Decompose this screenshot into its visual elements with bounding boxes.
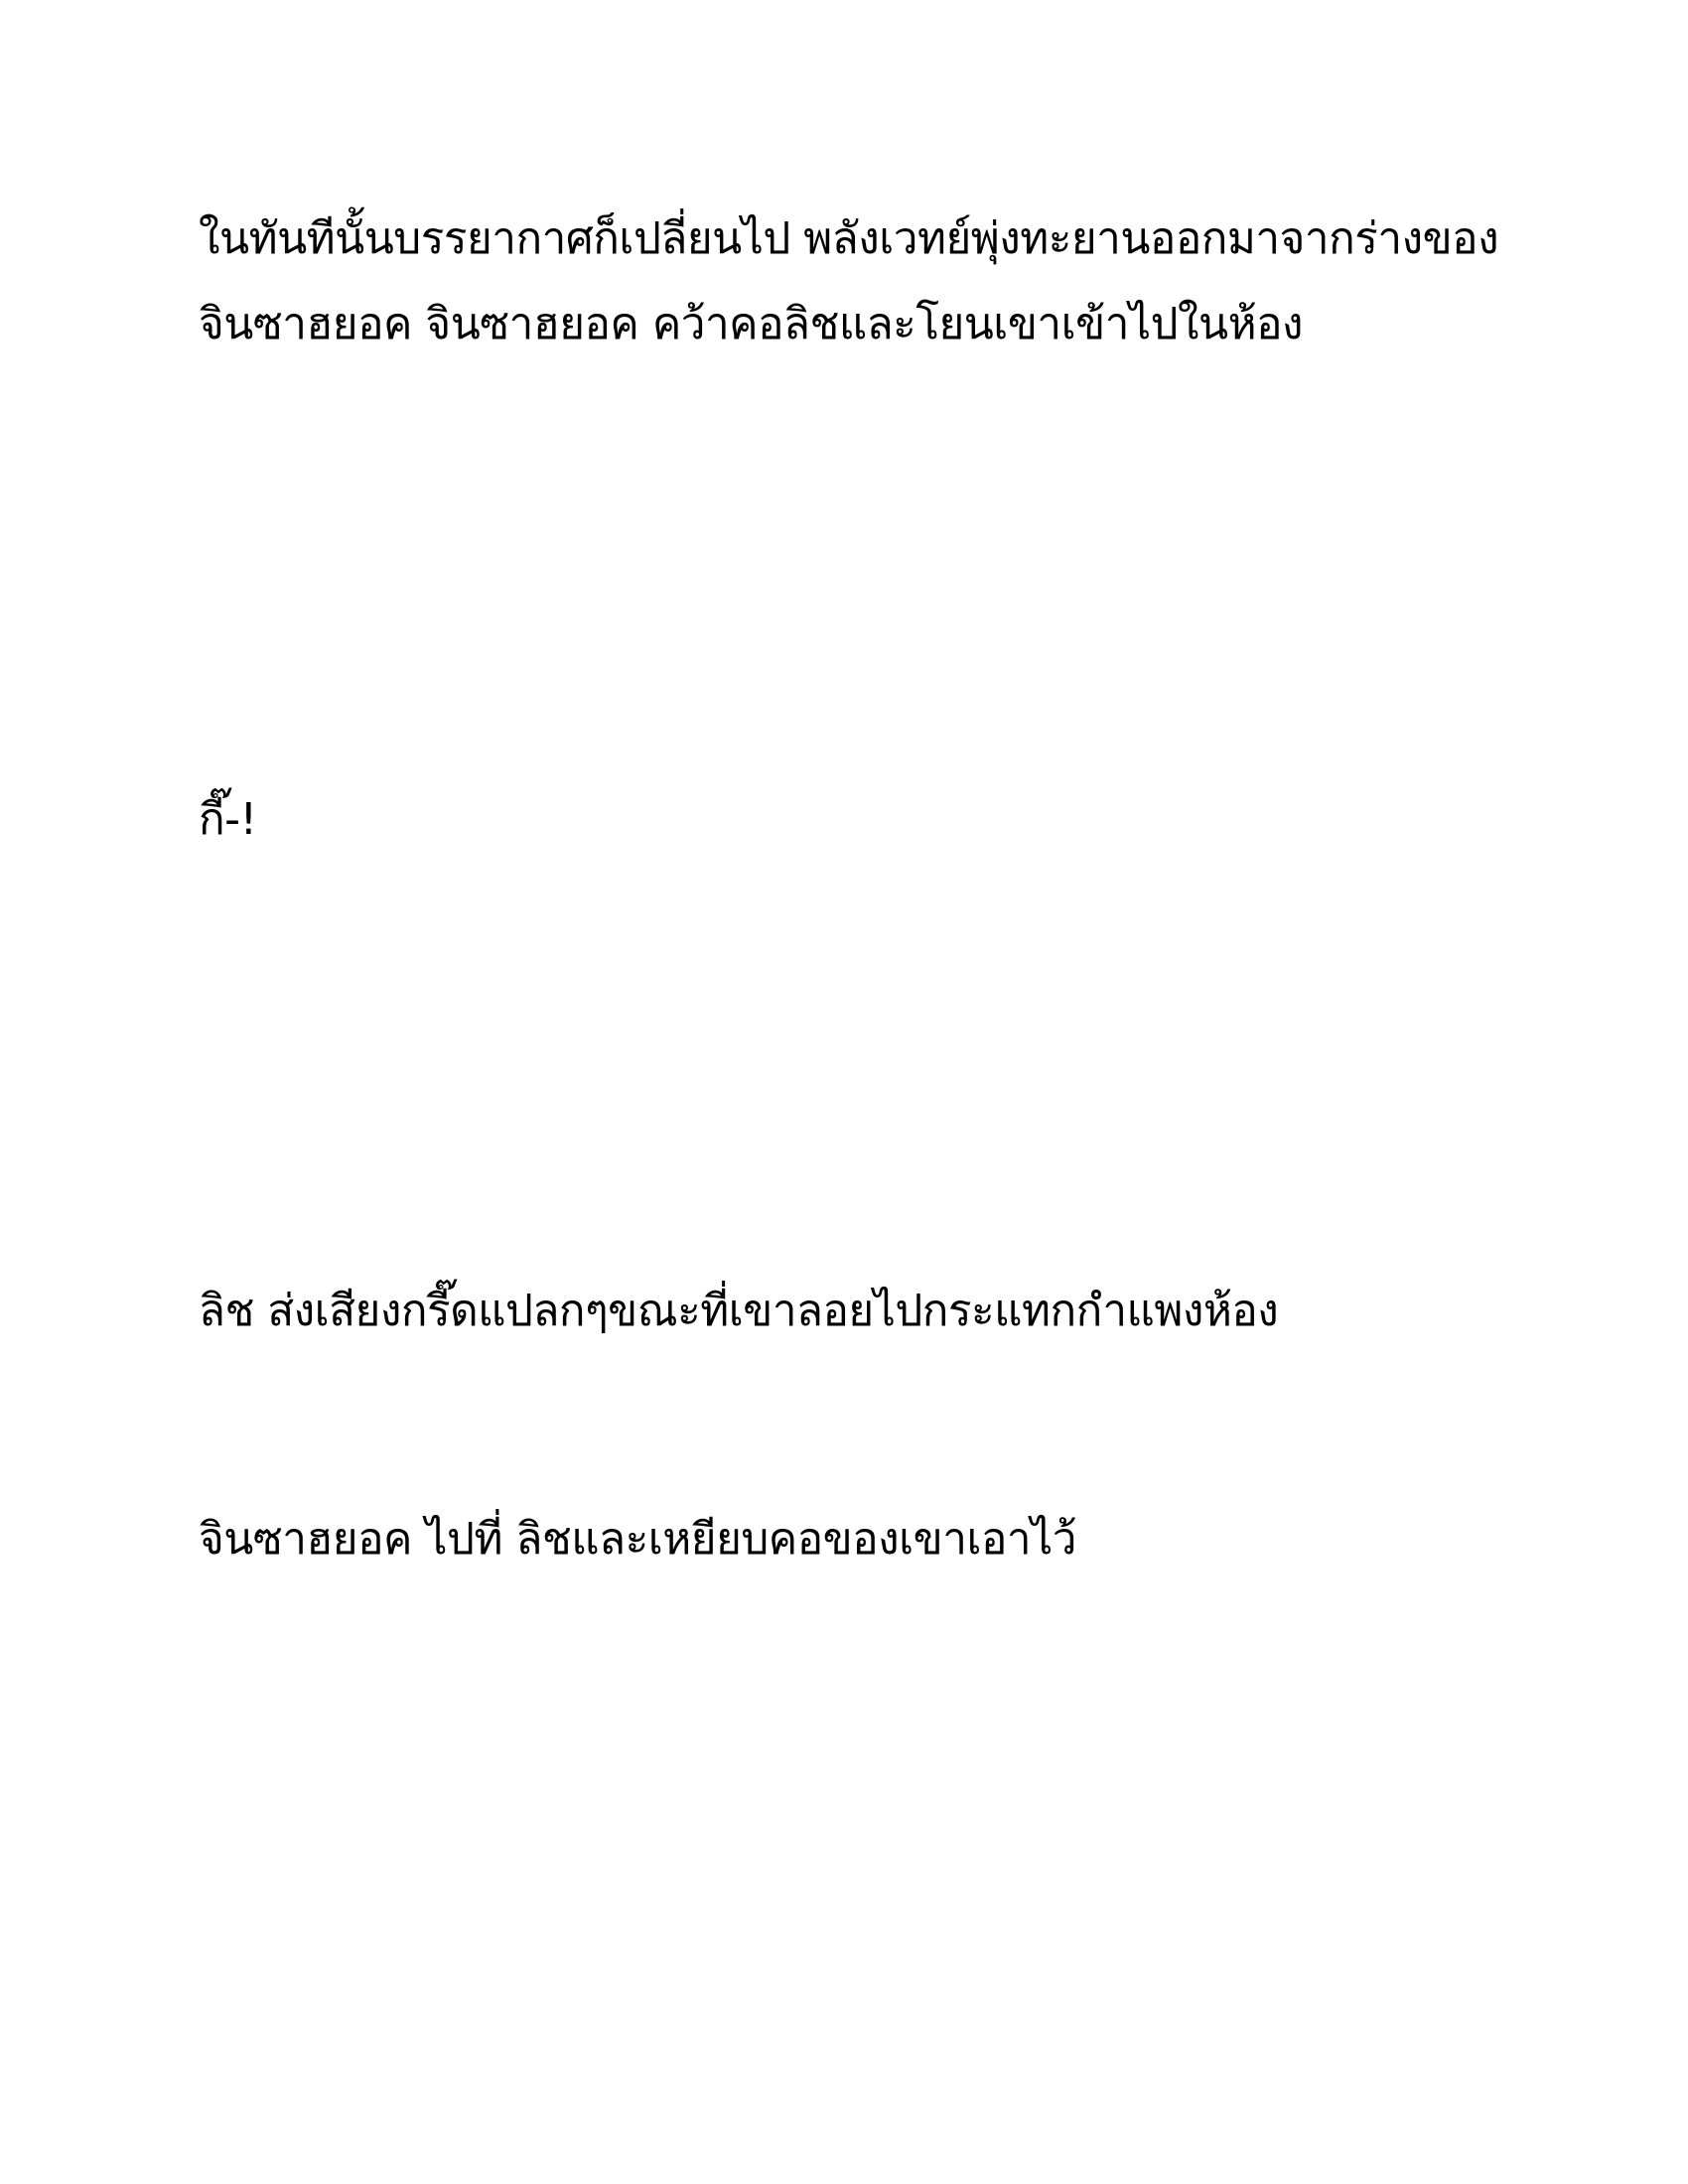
paragraph-2-line-1: กี๊-! bbox=[199, 794, 257, 845]
paragraph-2 bbox=[199, 777, 1509, 863]
paragraph-4-line-1: จินซาฮยอค ไปที่ ลิชและเหยียบคอของเขาเอาไว้ bbox=[199, 1514, 1076, 1565]
paragraph-4 bbox=[199, 1497, 1509, 1582]
paragraph-1 bbox=[199, 197, 1509, 367]
paragraph-3 bbox=[199, 1269, 1509, 1354]
paragraph-1-line-2: จินซาฮยอค จินซาฮยอค คว้าคอลิชและโยนเขาเข้าไปในห้อง bbox=[199, 299, 1303, 349]
paragraph-1-line-1: ในทันทีนั้นบรรยากาศก็เปลี่ยนไป พลังเวทย์พุ่งทะยานออกมาจากร่างของ bbox=[199, 213, 1499, 264]
paragraph-3-line-1: ลิช ส่งเสียงกรี๊ดแปลกๆขณะที่เขาลอยไปกระแทกกำแพงห้อง bbox=[199, 1286, 1279, 1336]
